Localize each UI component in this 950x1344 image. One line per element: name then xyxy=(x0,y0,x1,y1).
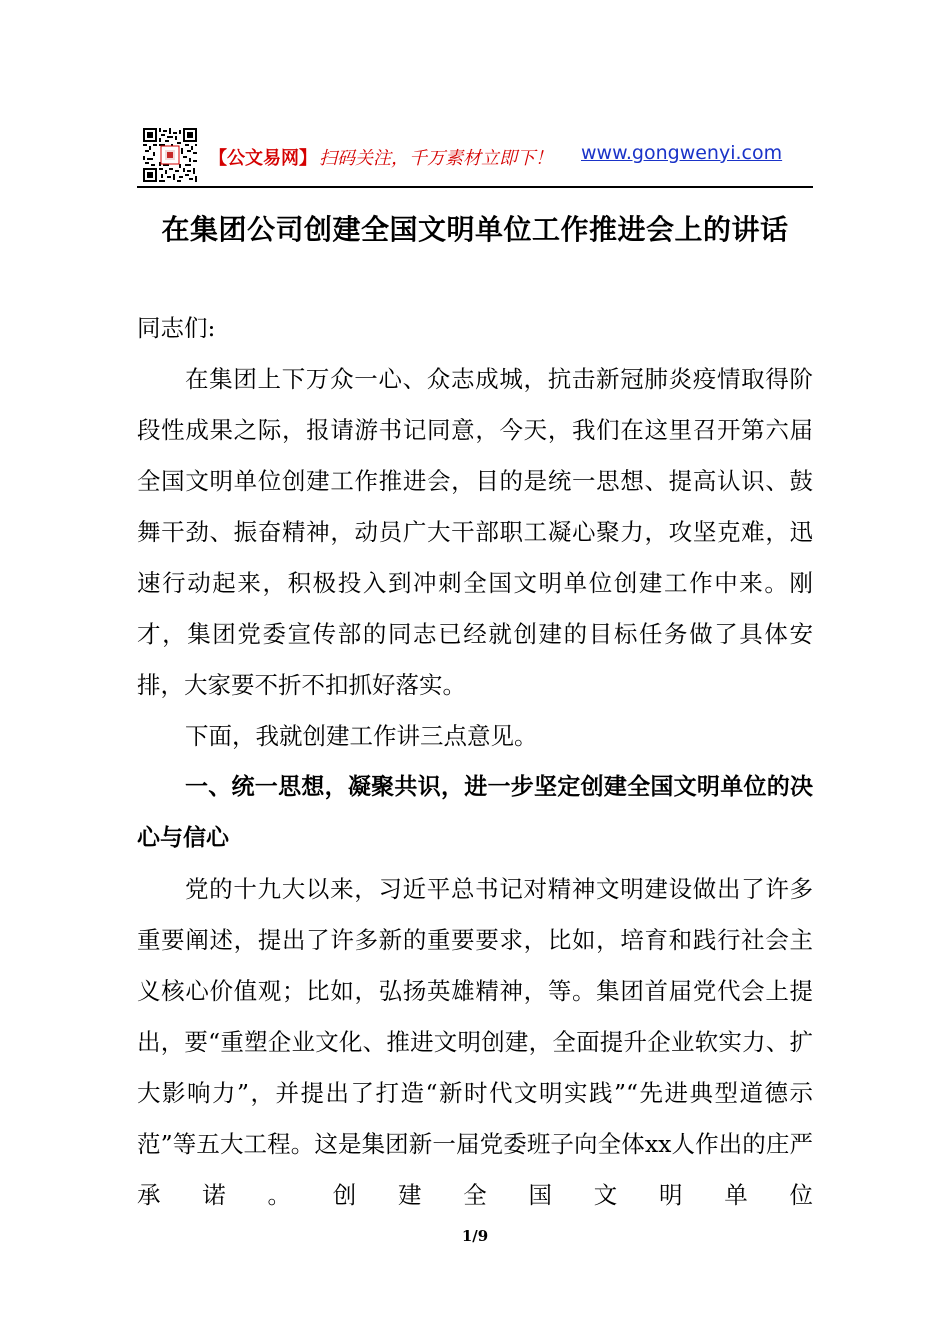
qr-code-icon xyxy=(143,128,197,182)
brand-name: 【公文易网】 xyxy=(209,148,317,169)
paragraph: 在集团上下万众一心、众志成城，抗击新冠肺炎疫情取得阶段性成果之际，报请游书记同意，今天，我们在这里召开第六届全国文明单位创建工作推进会，目的是统一思想、提高认识、鼓舞干劲、振奋精神，动员广大干部职工凝心聚力，攻坚克难，迅速行动起来，积极投入到冲刺全国文明单位创建工作中来。刚才，集团党委宣传部的同志已经就创建的目标任务做了具体安排，大家要不折不扣抓好落实。 xyxy=(137,365,813,699)
section-heading: 一、统一思想，凝聚共识，进一步坚定创建全国文明单位的决心与信心 xyxy=(137,774,813,851)
website-link[interactable]: www.gongwenyi.com xyxy=(581,142,783,164)
salutation: 同志们: xyxy=(137,314,216,342)
paragraph: 下面，我就创建工作讲三点意见。 xyxy=(185,722,538,750)
header-promo xyxy=(209,144,553,170)
paragraph: 党的十九大以来，习近平总书记对精神文明建设做出了许多重要阐述，提出了许多新的重要要求，比如，培育和践行社会主义核心价值观；比如，弘扬英雄精神，等。集团首届党代会上提出，要“重塑企业文化、推进文明创建，全面提升企业软实力、扩大影响力”，并提出了打造“新时代文明实践”“先进典型道德示范”等五大工程。这是集团新一届党委班子向全体xx人作出的庄严承诺。创建全国文明单位 xyxy=(137,875,813,1209)
document-title: 在集团公司创建全国文明单位工作推进会上的讲话 xyxy=(161,213,789,246)
page-header xyxy=(137,128,813,188)
page-number: 1/9 xyxy=(461,1227,489,1245)
header-slogan: 扫码关注，千万素材立即下！ xyxy=(319,148,553,169)
